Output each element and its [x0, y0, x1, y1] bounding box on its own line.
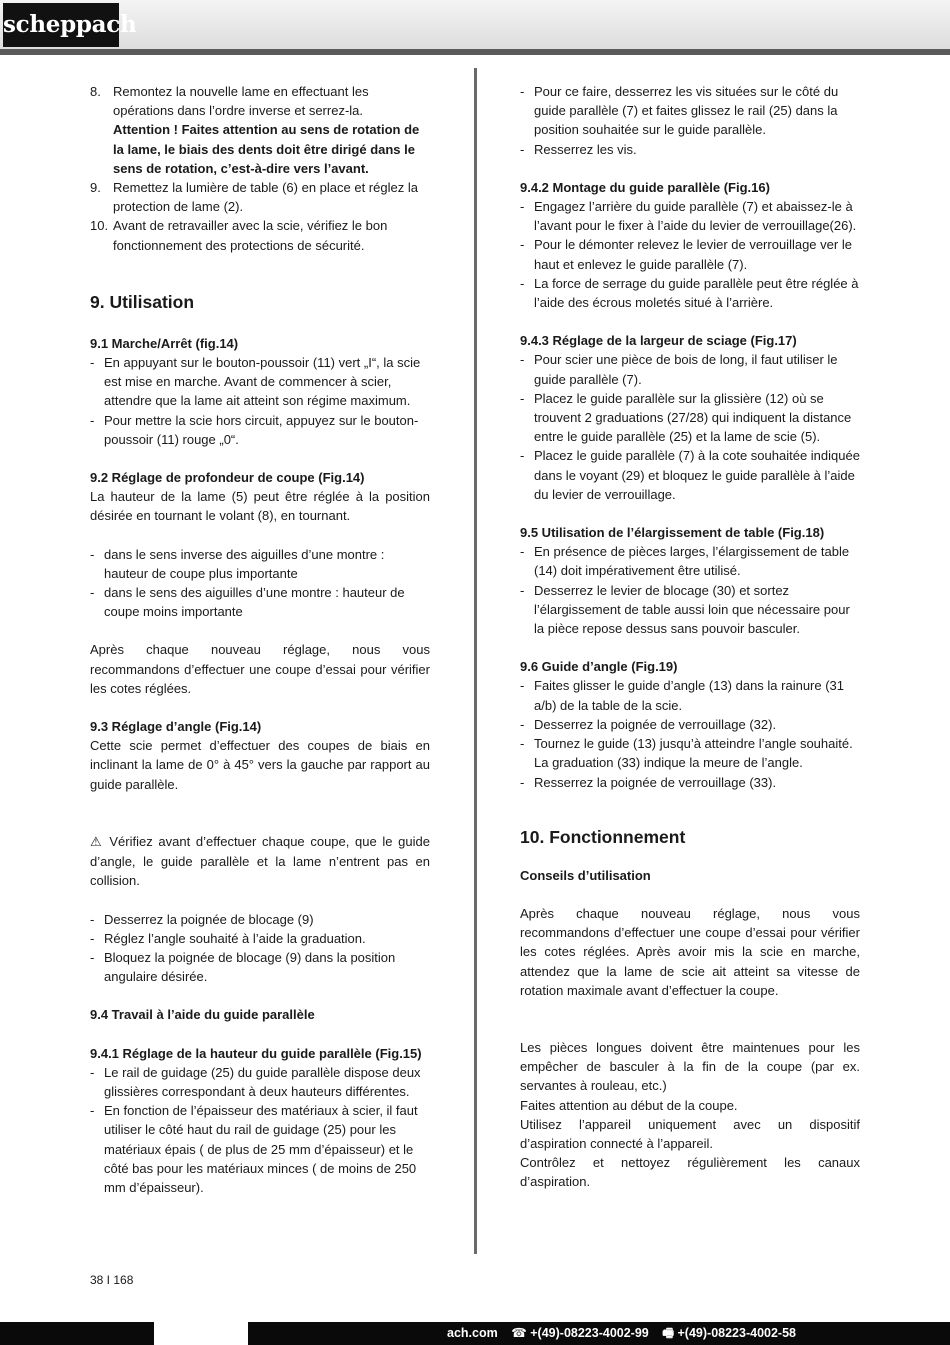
list-item: - Engagez l’arrière du guide parallèle (7) et abaissez-le à l’avant pour le fixer à l’aide du levier de verrouillage(26). [520, 197, 860, 235]
step-10: 10. Avant de retravailler avec la scie, vérifiez le bon fonctionnement des protections de sécurité. [90, 218, 388, 253]
warning-triangle-icon: ⚠ [90, 834, 104, 850]
list-item: - En présence de pièces larges, l’élargissement de table (14) doit impérativement être utilisé. [520, 542, 860, 580]
section-9-2-list [90, 545, 430, 622]
section-9-4-3-list [520, 350, 860, 504]
step-8: 8. Remontez la nouvelle lame en effectuant les opérations dans l’ordre inverse et serrez-la. Attention ! Faites attention au sens de rotation de la lame, le biais des dents doit être dirigé dans le sens de rotation, c’est-à-dire vers l’avant. [90, 84, 420, 176]
step-text: Remettez la lumière de table (6) en place et réglez la protection de lame (2). [113, 180, 418, 215]
list-item: - Desserrez la poignée de blocage (9) [90, 910, 430, 929]
section-9-6-title: 9.6 Guide d’angle (Fig.19) [520, 659, 678, 675]
section-9-4-2-title: 9.4.2 Montage du guide parallèle (Fig.16) [520, 179, 770, 195]
paragraph: Après chaque nouveau réglage, nous vous recommandons d’effectuer une coupe d’essai pour vérifier les cotes réglées. Après avoir mis la scie en marche, attendez que la lame de scie ait atteint sa vitesse de rotation maximale avant d’effectuer la coupe. [520, 905, 860, 998]
section-9-title: 9. Utilisation [90, 291, 195, 312]
list-item: - Bloquez la poignée de blocage (9) dans la position angulaire désirée. [90, 948, 430, 986]
list-item: - Resserrez les vis. [520, 140, 860, 159]
section-10-subtitle: Conseils d’utilisation [520, 867, 651, 883]
list-item: - Resserrez la poignée de verrouillage (33). [520, 773, 860, 792]
list-item: - Desserrez la poignée de verrouillage (32). [520, 715, 860, 734]
list-item: - Placez le guide parallèle (7) à la cote souhaitée indiquée dans le voyant (29) et bloquez le guide parallèle à l’aide du levier de verrouillage. [520, 446, 860, 504]
left-column [90, 82, 430, 1197]
rail-adjust-list [520, 82, 860, 159]
list-item: - dans le sens des aiguilles d’une montre : hauteur de coupe moins importante [90, 583, 430, 621]
section-9-4-2-list [520, 197, 860, 312]
website-link[interactable]: ach.com [447, 1326, 498, 1340]
list-item: - Le rail de guidage (25) du guide parallèle dispose deux glissières correspondant à deux hauteurs différentes. [90, 1063, 430, 1101]
list-item: - Réglez l’angle souhaité à l’aide la graduation. [90, 929, 430, 948]
paragraph: Utilisez l’appareil uniquement avec un dispositif d’aspiration connecté à l’appareil. [520, 1116, 860, 1151]
list-item: - En fonction de l’épaisseur des matériaux à scier, il faut utiliser le côté haut du rail de guidage (25) pour les matériaux épais ( de plus de 25 mm d’épaisseur) et le côté bas pour les matériaux minces ( de moins de 250 mm d’épaisseur). [90, 1101, 430, 1197]
paragraph: La hauteur de la lame (5) peut être réglée à la position désirée en tournant le volant (8), en tournant. [90, 489, 430, 524]
reassembly-steps [90, 82, 430, 255]
section-10-title: 10. Fonctionnement [520, 826, 686, 847]
section-9-1-list [90, 353, 430, 449]
section-9-5-title: 9.5 Utilisation de l’élargissement de table (Fig.18) [520, 525, 825, 541]
header-rule [0, 49, 950, 55]
list-item: - Pour scier une pièce de bois de long, il faut utiliser le guide parallèle (7). [520, 350, 860, 388]
section-9-1-title: 9.1 Marche/Arrêt (fig.14) [90, 335, 239, 351]
paragraph: Faites attention au début de la coupe. [520, 1097, 738, 1113]
footer-gap [154, 1322, 248, 1345]
page-header [0, 0, 950, 52]
list-item: - dans le sens inverse des aiguilles d’une montre : hauteur de coupe plus importante [90, 545, 430, 583]
section-9-5-list [520, 542, 860, 638]
section-9-3-title: 9.3 Réglage d’angle (Fig.14) [90, 719, 262, 735]
warning-text: Vérifiez avant d’effectuer chaque coupe, que le guide d’angle, le guide parallèle et la lame n’entrent pas en collision. [90, 833, 430, 889]
right-column [520, 82, 860, 1192]
list-item: - Pour mettre la scie hors circuit, appuyez sur le bouton-poussoir (11) rouge „0“. [90, 411, 430, 449]
list-item: - Faites glisser le guide d’angle (13) dans la rainure (31 a/b) de la table de la scie. [520, 676, 860, 714]
list-item: - Pour ce faire, desserrez les vis situées sur le côté du guide parallèle (7) et faites glissez le rail (25) dans la position souhaitée sur le guide parallèle. [520, 82, 860, 140]
page-footer [0, 1322, 950, 1345]
section-9-4-1-list [90, 1063, 430, 1197]
list-item: - La force de serrage du guide parallèle peut être réglée à l’aide des écrous moletés situé à l’arrière. [520, 274, 860, 312]
section-9-3-list [90, 910, 430, 987]
paragraph: Cette scie permet d’effectuer des coupes de biais en inclinant la lame de 0° à 45° vers la gauche par rapport au guide parallèle. [90, 738, 430, 792]
step-text: Avant de retravailler avec la scie, vérifiez le bon fonctionnement des protections de sécurité. [113, 218, 388, 253]
brand-logo: scheppach [3, 3, 119, 47]
list-item: - Pour le démonter relevez le levier de verrouillage ver le haut et enlevez le guide parallèle (7). [520, 235, 860, 273]
section-9-4-title: 9.4 Travail à l’aide du guide parallèle [90, 1007, 315, 1023]
rotation-warning: Attention ! Faites attention au sens de rotation de la lame, le biais des dents doit être dirigé dans le sens de rotation, c’est-à-dire vers l’avant. [113, 122, 420, 176]
section-9-4-1-title: 9.4.1 Réglage de la hauteur du guide parallèle (Fig.15) [90, 1045, 422, 1061]
step-9: 9. Remettez la lumière de table (6) en place et réglez la protection de lame (2). [90, 180, 418, 215]
paragraph: Après chaque nouveau réglage, nous vous recommandons d’effectuer une coupe d’essai pour vérifier les cotes réglées. [90, 642, 430, 696]
list-item: - Desserrez le levier de blocage (30) et sortez l’élargissement de table aussi loin que nécessaire pour la pièce repose dessus sans pouvoir basculer. [520, 581, 860, 639]
column-divider [474, 68, 477, 1254]
footer-contact [437, 1322, 796, 1345]
list-item: - Placez le guide parallèle sur la glissière (12) où se trouvent 2 graduations (27/28) qui indiquent la distance entre le guide parallèle (25) et la lame de scie (5). [520, 389, 860, 447]
fax-number: 🖷 +(49)-08223-4002-58 [662, 1326, 796, 1340]
section-9-4-3-title: 9.4.3 Réglage de la largeur de sciage (Fig.17) [520, 333, 797, 349]
list-item: - Tournez le guide (13) jusqu’à atteindre l’angle souhaité. La graduation (33) indique la meure de l’angle. [520, 734, 860, 772]
section-9-6-list [520, 676, 860, 791]
section-9-2-title: 9.2 Réglage de profondeur de coupe (Fig.14) [90, 470, 365, 486]
phone-number: ☎ +(49)-08223-4002-99 [511, 1326, 649, 1340]
paragraph: Les pièces longues doivent être maintenues pour les empêcher de basculer à la fin de la coupe (par ex. servantes à rouleau, etc.) [520, 1039, 860, 1094]
step-text: Remontez la nouvelle lame en effectuant les opérations dans l’ordre inverse et serrez-la. [113, 84, 369, 119]
warning-paragraph [90, 832, 430, 891]
list-item: - En appuyant sur le bouton-poussoir (11) vert „I“, la scie est mise en marche. Avant de commencer à scier, attendre que la lame ait atteint son régime maximum. [90, 353, 430, 411]
paragraph: Contrôlez et nettoyez régulièrement les canaux d’aspiration. [520, 1155, 860, 1190]
page-number: 38 I 168 [90, 1273, 134, 1287]
